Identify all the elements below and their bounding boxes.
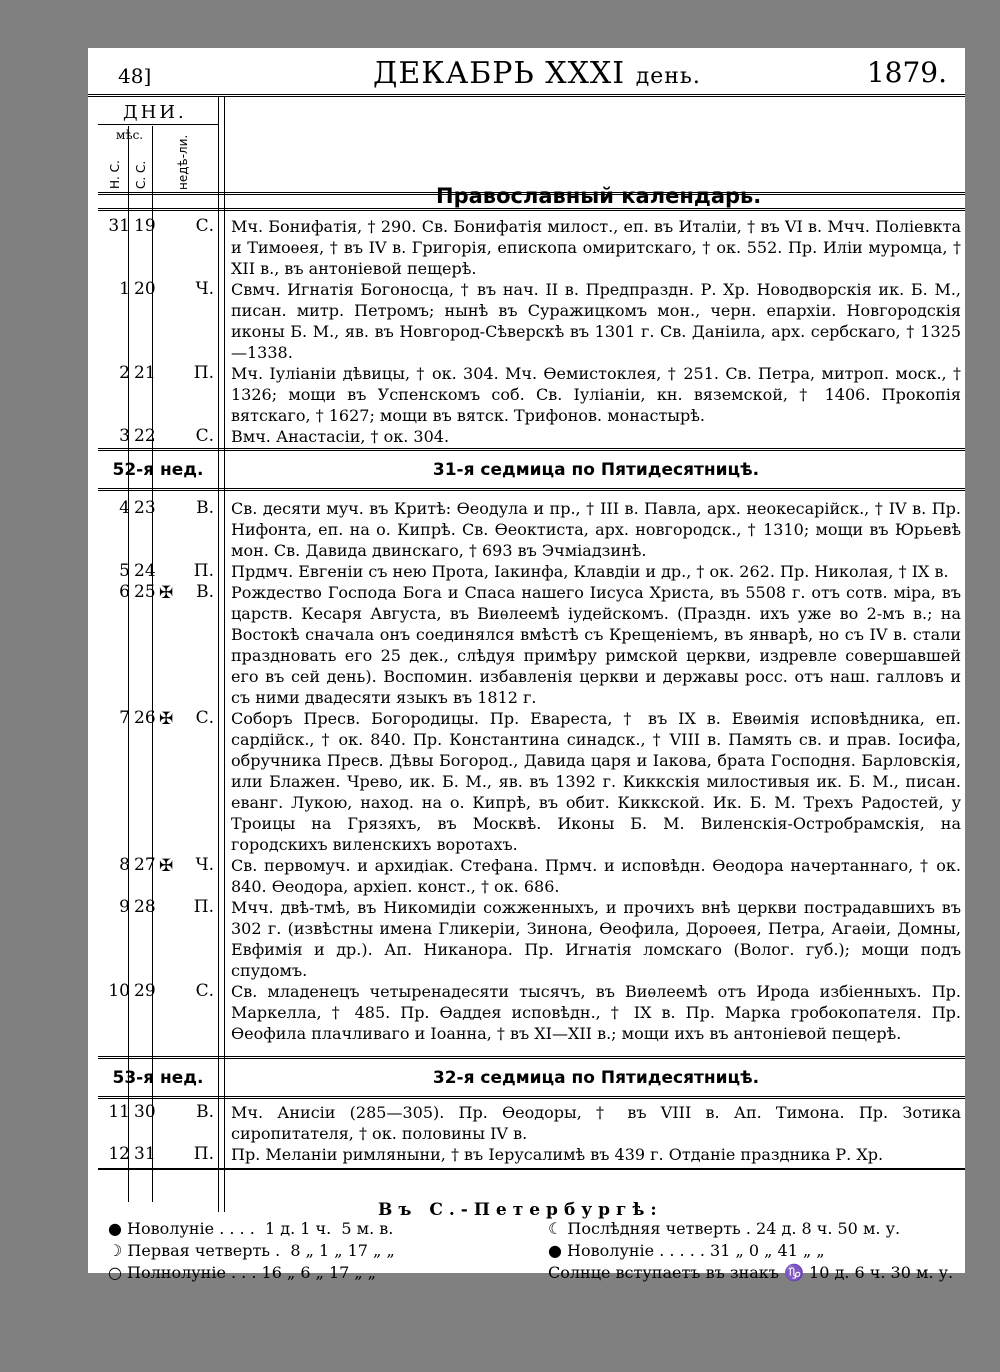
week-heading: недѣ-ли. <box>176 134 190 190</box>
moon-phases-footer <box>88 1200 965 1282</box>
phase-last-quarter: ☾ Послѣдняя четверть . 24 д. 8 ч. 50 м. у. <box>548 1219 901 1238</box>
calendar-title: Православный календарь. <box>436 184 762 208</box>
day-text: Прдмч. Евгеніи съ нею Прота, Іакинфа, Клавдіи и др., † ок. 262. Пр. Николая, † IX в. <box>231 562 949 581</box>
day-text: Св. младенецъ четыренадесяти тысячъ, въ Виѳлеемѣ отъ Ирода избіенныхъ. Пр. Маркелла, † 485. Пр. Ѳаддея исповѣдн., † IX в. Пр. Марка гробокопателя. Пр. Ѳеофила плачливаго и Іоанна, † въ XI—XII в.; мощи ихъ въ антоніевой пещерѣ. <box>231 982 961 1043</box>
day-text: Соборъ Пресв. Богородицы. Пр. Евареста, † въ IX в. Евѳимія исповѣдника, еп. сардійск., † ок. 840. Пр. Константина синадск., † VIII в. Память св. и прав. Іосифа, обручника Пресв. Дѣвы Богород., Давида царя и Іакова, брата Господня. Барловскія, или Блажен. Чрево, ик. Б. М., яв. въ 1392 г. Киккскія милостивыя ик. Б. М., писан. еванг. Лукою, наход. на о. Кипрѣ, въ обит. Киккской. Ик. Б. М. Трехъ Радостей, у Троицы на Грязяхъ, въ Москвѣ. Иконы Б. М. Виленскія-Остробрамскія, на городскихъ виленскихъ воротахъ. <box>231 709 961 854</box>
page-header <box>88 48 965 97</box>
phase-new-moon: ● Новолуніе . . . . 1 д. 1 ч. 5 м. в. <box>108 1219 394 1238</box>
page-title <box>373 56 701 91</box>
phase-new-moon-2: ● Новолуніе . . . . . 31 „ 0 „ 41 „ „ <box>548 1241 825 1260</box>
day-text: Мч. Іуліаніи дѣвицы, † ок. 304. Мч. Ѳемистоклея, † 251. Св. Петра, митроп. моск., † 1326; мощи въ Успенскомъ соб. Св. Іуліаніи, кн. вяземской, † 1406. Прокопія вятскаго, † 1627; мощи въ вятск. Трифонов. монастырѣ. <box>231 364 961 425</box>
title-small: день. <box>635 64 701 89</box>
title-main: ДЕКАБРЬ XXXI <box>373 56 626 91</box>
week-label: 52-я нед. <box>112 460 204 480</box>
week-label: 53-я нед. <box>112 1068 204 1088</box>
page-number: 48] <box>118 64 152 88</box>
day-text: Св. десяти муч. въ Критѣ: Ѳеодула и пр., † III в. Павла, арх. неокесарійск., † IV в. Пр. Нифонта, еп. на о. Кипрѣ. Св. Ѳеоктиста, арх. новгородск., † 1310; мощи въ Юрьевѣ мон. Св. Давида двинскаго, † 693 въ Эчміадзинѣ. <box>231 499 961 560</box>
day-text: Мч. Анисіи (285—305). Пр. Ѳеодоры, † въ VIII в. Ап. Тимона. Пр. Зотика сиропитателя, † ок. половины IV в. <box>231 1103 961 1143</box>
day-text: Вмч. Анастасіи, † ок. 304. <box>231 427 450 446</box>
ns-heading: Н. С. <box>108 160 122 189</box>
footer-heading: Въ С.-Петербургѣ: <box>378 1200 663 1220</box>
month-heading: мѣс. <box>116 128 144 142</box>
calendar-grid: ДНИ. мѣс. Н. С. С. С. недѣ-ли. Православный календарь. 31 19 С. Мч. Бонифатія, † 290. Св. Бонифатія милост., еп. въ Италіи, † въ VI в. Мчч. Поліевкта и Тимоѳея, † въ IV в. Григорія, епископа омиритскаго, † ок. 552. Пр. Иліи муромца, † XII в., въ антоніевой пещерѣ. 1 20 Ч. Свмч. Игнатія Богоносца, † въ нач. II в. Предпраздн. Р. Хр. Новодворскія ик. Б. М., писан. митр. Петромъ; нынѣ въ Суражицкомъ мон., черн. епархіи. Новгородскія иконы Б. М., яв. въ Новгород-Сѣверскѣ въ 1301 г. Св. Даніила, арх. сербскаго, † 1325—1338. 2 21 П. Мч. Іуліаніи дѣвицы, † ок. 304. Мч. Ѳемистоклея, † 251. Св. Петра, митроп. моск., † 1326; мощи въ Успенскомъ соб. Св. Іуліаніи, кн. вяземской, † 1406. Прокопія вятскаго, † 1627; мощи въ вятск. Трифонов. монастырѣ. 3 22 С. Вмч. Анастасіи, † ок. 304. 52-я нед. 31-я седмица по Пятидесятницѣ. 4 23 В. Св. десяти муч. въ Критѣ: Ѳеодула и пр., † III в. Павла, арх. неокесарійск., † IV в. Пр. Нифонта, еп. на о. Кипрѣ. Св. Ѳеоктиста, арх. новгородск., † 1310; мощи въ Юрьевѣ мон. Св. Давида двинскаго, † 693 въ Эчміадзинѣ. 5 24 П. Прдмч. Евгеніи съ нею Прота, Іакинфа, Клавдіи и др., † ок. 262. Пр. Николая, † IX в. 6 25 ✠ В. Рождество Господа Бога и Спаса нашего Іисуса Христа, въ 5508 г. отъ сотв. міра, въ царств. Кесаря Августа, въ Виѳлеемѣ іудейскомъ. (Праздн. ихъ уже во 2-мъ в.; на Востокѣ сначала онъ соединялся вмѣстѣ съ Крещеніемъ, въ январѣ, но съ IV в. стали праздновать его 25 дек., слѣдуя примѣру римской церкви, издревле совершавшей его въ сей день). Воспомин. избавленія церкви и державы росс. отъ наш. галловъ и съ ними двадесяти языкъ въ 1812 г. 7 26 ✠ С. Соборъ Пресв. Богородицы. Пр. Евареста, † въ IX в. Евѳимія исповѣдника, еп. сардійск., † ок. 840. Пр. Константина синадск., † VIII в. Память св. и прав. Іосифа, обручника Пресв. Дѣвы Богород., Давида царя и Іакова, брата Господня. Барловскія, или Блажен. Чрево, ик. Б. М., яв. въ 1392 г. Киккскія милостивыя ик. Б. М., писан. еванг. Лукою, наход. на о. Кипрѣ, въ обит. Киккской. Ик. Б. М. Трехъ Радостей, у Троицы на Грязяхъ, въ Москвѣ. Иконы Б. М. Виленскія-Остробрамскія, на городскихъ виленскихъ воротахъ. 8 27 ✠ Ч. Св. первомуч. и архидіак. Стефана. Прмч. и исповѣдн. Ѳеодора начертаннаго, † ок. 840. Ѳеодора, архіеп. конст., † ок. 686. 9 28 П. Мчч. двѣ-тмѣ, въ Никомидіи сожженныхъ, и прочихъ внѣ церкви пострадавшихъ въ 302 г. (извѣстны имена Гликеріи, Зинона, Ѳеофила, Дороѳея, Петра, Агаѳіи, Домны, Евфимія и др.). Ап. Никанора. Пр. Игнатія ломскаго (Волог. губ.); мощи подъ спудомъ. 10 29 С. Св. младенецъ четыренадесяти тысячъ, въ Виѳлеемѣ отъ Ирода избіенныхъ. Пр. Маркелла, † 485. Пр. Ѳаддея исповѣдн., † IX в. Пр. Марка гробокопателя. Пр. Ѳеофила плачливаго и Іоанна, † въ XI—XII в.; мощи ихъ въ антоніевой пещерѣ. 53-я нед. 32-я седмица по Пятидесятницѣ. 11 30 В. Мч. Анисіи (285—305). Пр. Ѳеодоры, † въ VIII в. Ап. Тимона. Пр. Зотика сиропитателя, † ок. половины IV в. 12 31 П. Пр. Меланіи римляныни, † въ Іерусалимѣ въ 439 г. Отданіе праздника Р. Хр. <box>98 96 965 1212</box>
day-text: Св. первомуч. и архидіак. Стефана. Прмч. и исповѣдн. Ѳеодора начертаннаго, † ок. 840. Ѳеодора, архіеп. конст., † ок. 686. <box>231 856 961 896</box>
days-heading: ДНИ. <box>123 102 187 123</box>
day-text: Рождество Господа Бога и Спаса нашего Іисуса Христа, въ 5508 г. отъ сотв. міра, въ царств. Кесаря Августа, въ Виѳлеемѣ іудейскомъ. (Праздн. ихъ уже во 2-мъ в.; на Востокѣ сначала онъ соединялся вмѣстѣ съ Крещеніемъ, въ январѣ, но съ IV в. стали праздновать его 25 дек., слѣдуя примѣру римской церкви, издревле совершавшей его въ сей день). Воспомин. избавленія церкви и державы росс. отъ наш. галловъ и съ ними двадесяти языкъ въ 1812 г. <box>231 583 961 707</box>
sedmica-label: 31-я седмица по Пятидесятницѣ. <box>432 460 760 480</box>
day-text: Свмч. Игнатія Богоносца, † въ нач. II в. Предпраздн. Р. Хр. Новодворскія ик. Б. М., писан. митр. Петромъ; нынѣ въ Суражицкомъ мон., черн. епархіи. Новгородскія иконы Б. М., яв. въ Новгород-Сѣверскѣ въ 1301 г. Св. Даніила, арх. сербскаго, † 1325—1338. <box>231 280 961 362</box>
cross-icon: ✠ <box>159 856 174 876</box>
ss-heading: С. С. <box>134 160 148 189</box>
phase-full-moon: ○ Полнолуніе . . . 16 „ 6 „ 17 „ „ <box>108 1263 377 1282</box>
cross-icon: ✠ <box>159 583 174 603</box>
sedmica-label: 32-я седмица по Пятидесятницѣ. <box>432 1068 760 1088</box>
phase-first-quarter: ☽ Первая четверть . 8 „ 1 „ 17 „ „ <box>108 1241 395 1260</box>
day-text: Мч. Бонифатія, † 290. Св. Бонифатія милост., еп. въ Италіи, † въ VI в. Мчч. Поліевкта и Тимоѳея, † въ IV в. Григорія, епископа омиритскаго, † ок. 552. Пр. Иліи муромца, † XII в., въ антоніевой пещерѣ. <box>231 217 961 278</box>
sun-sign: Солнце вступаетъ въ знакъ ♑ 10 д. 6 ч. 30 м. у. <box>548 1263 954 1282</box>
day-text: Мчч. двѣ-тмѣ, въ Никомидіи сожженныхъ, и прочихъ внѣ церкви пострадавшихъ въ 302 г. (извѣстны имена Гликеріи, Зинона, Ѳеофила, Дороѳея, Петра, Агаѳіи, Домны, Евфимія и др.). Ап. Никанора. Пр. Игнатія ломскаго (Волог. губ.); мощи подъ спудомъ. <box>231 898 961 980</box>
day-text: Пр. Меланіи римляныни, † въ Іерусалимѣ въ 439 г. Отданіе праздника Р. Хр. <box>231 1145 884 1164</box>
page <box>88 48 965 1282</box>
cross-icon: ✠ <box>159 709 174 729</box>
page-year: 1879. <box>866 56 947 89</box>
